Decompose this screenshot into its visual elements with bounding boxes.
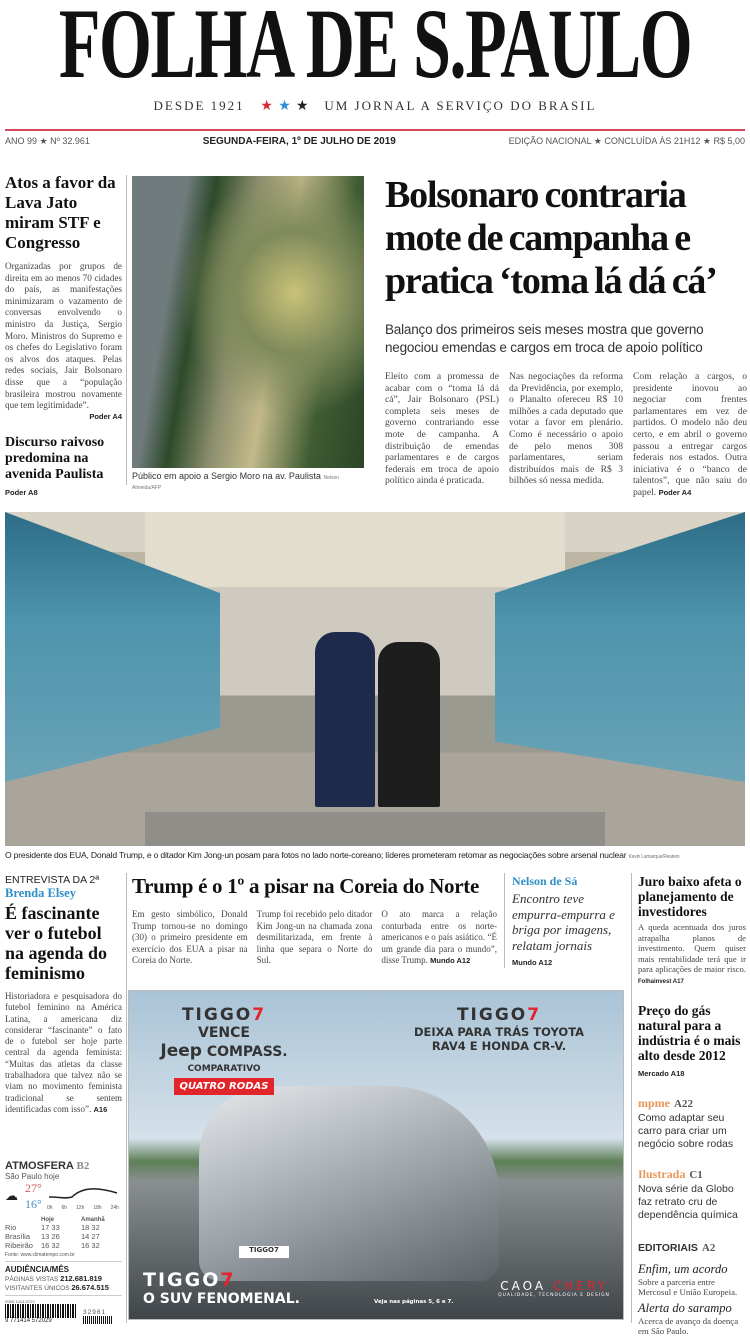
ad-text: COMPASS. [206, 1044, 288, 1060]
label: ATMOSFERA [5, 1160, 74, 1172]
edition-code: 32961 [83, 1309, 107, 1316]
column: Em gesto simbólico, Donald Trump tornou-se no domingo (30) o primeiro presidente em exercício dos EUA a pisar na Coreia do Norte. [132, 909, 248, 965]
temp-chart [5, 1181, 122, 1215]
editoriais [638, 1238, 746, 1336]
issn: ISSN 1414-5723 [5, 1299, 35, 1304]
divider [504, 873, 505, 968]
author: Nelson de Sá [512, 874, 578, 888]
column [381, 909, 497, 967]
temp-curve [47, 1183, 119, 1203]
edition: EDIÇÃO NACIONAL ★ CONCLUÍDA ÀS 21H12 ★ R$ 5,00 [508, 136, 745, 146]
date: SEGUNDA-FEIRA, 1º DE JULHO DE 2019 [202, 136, 396, 147]
left-story[interactable] [5, 173, 122, 497]
headline-2[interactable]: Discurso raivoso predomina na avenida Paulista [5, 434, 105, 482]
value: 212.681.819 [60, 1274, 102, 1283]
ad-pages: Veja nas páginas 5, 6 e 7. [374, 1299, 454, 1305]
editorial-text: Acerca de avanço da doença em São Paulo. [638, 1316, 739, 1336]
barcode-bars [83, 1316, 113, 1324]
column [633, 371, 747, 499]
value: 26.674.515 [71, 1283, 109, 1292]
editorial-title[interactable]: Alerta do sarampo [638, 1301, 732, 1315]
tick: 12h [76, 1205, 85, 1211]
ilustrada-teaser[interactable] [638, 1165, 746, 1222]
city: Ribeirão [5, 1241, 33, 1250]
gas-section: Mercado A18 [638, 1069, 685, 1078]
section: Poder A4 [89, 411, 122, 421]
protest-photo [132, 176, 364, 468]
trump-kim-photo [5, 512, 745, 846]
issue-number: ANO 99 ★ Nº 32.961 [5, 136, 90, 146]
divider [5, 129, 745, 131]
cloud-icon: ☁ [5, 1188, 18, 1203]
editorial-title[interactable]: Enfim, um acordo [638, 1262, 728, 1276]
page: B2 [76, 1160, 90, 1172]
barcode [5, 1304, 122, 1324]
barcode-number: 9 771414 572029 [5, 1318, 52, 1324]
temps: 18 32 [81, 1223, 100, 1232]
source: Fonte: www.climatempo.com.br [5, 1252, 122, 1262]
interview[interactable] [5, 874, 122, 1115]
temps: 17 33 [41, 1223, 60, 1232]
masthead-title: FOLHA DE S.PAULO [58, 0, 692, 99]
interviewee: Brenda Elsey [5, 886, 76, 900]
temps: 14 27 [81, 1232, 100, 1241]
brand: TIGGO [456, 1005, 528, 1025]
right-column [638, 874, 746, 1336]
model: 7 [527, 1005, 542, 1025]
sub: São Paulo hoje [5, 1172, 60, 1181]
main-story [385, 174, 747, 499]
page: C1 [689, 1169, 703, 1181]
edition-info [5, 136, 745, 147]
tick: 6h [61, 1205, 68, 1211]
star-icon: ★ [296, 99, 309, 114]
min-temp: 16° [25, 1197, 42, 1211]
header: Amanhã [81, 1217, 105, 1223]
magazine-logo: QUATRO RODAS [174, 1078, 275, 1095]
tick: 18h [93, 1205, 102, 1211]
advertisement[interactable] [128, 990, 624, 1320]
column: Eleito com a promessa de acabar com o “toma lá dá cá”, Jair Bolsonaro (PSL) completa seis meses de governo contrariando esse mote de campanha. A distribuição de emendas parlamentares e de cargos federais em troca de apoio político ainda é praticada. [385, 371, 499, 487]
trump-story [132, 874, 497, 967]
city: Rio [5, 1223, 17, 1232]
header: Hoje [41, 1217, 55, 1223]
mpme-teaser[interactable] [638, 1094, 746, 1151]
section: Mundo A12 [512, 958, 553, 967]
divider [126, 873, 127, 1323]
label: Ilustrada [638, 1167, 686, 1181]
label: VISITANTES ÚNICOS [5, 1285, 70, 1292]
column: Nas negociações da reforma da Previdência, por exemplo, o Planalto ofereceu R$ 10 milhões a cada deputado que votar a favor em plenário. Como é necessário o apoio de pelo menos 308 parlamentares, seriam distribuídos mais de R$ 3 bilhões só nessa medida. [509, 371, 623, 487]
maker: CAOA [500, 1279, 547, 1293]
weather [5, 1154, 122, 1324]
label: EDITORIAIS [638, 1242, 698, 1254]
brand: TIGGO [181, 1005, 253, 1025]
person [315, 632, 375, 807]
temps: 16 32 [41, 1241, 60, 1250]
credit: Kevin Lamarque/Reuters [628, 854, 680, 860]
column: Trump foi recebido pelo ditador Kim Jong-un na chamada zona desmilitarizada, em frente à linha que separa o Norte do Sul. [256, 909, 373, 965]
headline[interactable]: Atos a favor da Lava Jato miram STF e Congresso [5, 173, 116, 252]
label: PÁGINAS VISTAS [5, 1276, 59, 1283]
juro-body [638, 922, 746, 987]
slogan: O SUV FENOMENAL. [143, 1291, 300, 1307]
tagline: QUALIDADE, TECNOLOGIA E DESIGN [498, 1293, 610, 1298]
plate: TIGGO7 [239, 1246, 289, 1258]
body [5, 991, 122, 1115]
model: 7 [252, 1005, 267, 1025]
left-lower-column [5, 874, 122, 1324]
person [378, 642, 440, 807]
building [145, 512, 565, 587]
body: Organizadas por grupos de direita em ao menos 70 cidades do país, as manifestações minimizaram o vazamento de conversas envolvendo o ministro da Justiça, Sergio Moro. Ministros do Supremo e os chefes do Legislativo foram os alvos dos ataques. Pelas redes sociais, Jair Bolsonaro disse que a “população brasileira mostrou novamente que tem legitimidade”. [5, 261, 122, 411]
section: Mundo A12 [430, 956, 471, 965]
jeep: Jeep [160, 1041, 202, 1061]
brand: TIGGO [143, 1269, 221, 1291]
label: mpme [638, 1096, 670, 1110]
page: A2 [701, 1242, 716, 1254]
ad-right [389, 1005, 609, 1053]
page: A22 [674, 1098, 693, 1110]
car-image [199, 1086, 499, 1281]
motto: UM JORNAL A SERVIÇO DO BRASIL [324, 98, 597, 113]
kicker: ENTREVISTA DA 2ª [5, 874, 100, 886]
city: Brasília [5, 1232, 31, 1241]
editorial-text: Sobre a parceria entre Mercosul e União Europeia. [638, 1277, 738, 1297]
tick: 24h [110, 1205, 119, 1211]
trump-headline[interactable]: Trump é o 1º a pisar na Coreia do Norte [132, 874, 479, 898]
text: Historiadora e pesquisadora do futebol feminino na América Latina, a americana diz considerar “fascinante” o fato de o futebol ser hoje parte central da agenda feminista: “Muitas das atletas da classe trabalhadora que talvez não se viam no movimento feminista tradicional se sentem identificadas com isso”. [5, 991, 122, 1114]
max-temp: 27° [25, 1181, 42, 1195]
photo2-caption [5, 850, 750, 860]
text: O ato marca a relação conturbada entre os norte-americanos e o país asiático. “É um grande dia para o mundo”, disse Trump. [381, 909, 498, 965]
text: Com relação a cargos, o presidente inovou ao negociar com frentes parlamentares em vez de partidos. O modelo não deu certo, e em abril o governo passou a entregar cargos federais nos estados. Outra iniciativa é o “banco de talentos”, que não saiu do papel. [633, 371, 747, 498]
section: Poder A4 [658, 487, 692, 497]
star-icon: ★ [278, 99, 291, 114]
divider [631, 873, 632, 1323]
ad-text: DEIXA PARA TRÁS TOYOTA [413, 1025, 585, 1039]
text: Como adaptar seu carro para criar um negócio sobre rodas [638, 1112, 734, 1150]
temps: 13 26 [41, 1232, 60, 1241]
headline[interactable]: Encontro teve empurra-empurra e briga por imagens, relatam jornais [512, 891, 615, 953]
credit: Nelson Almeida/AFP [132, 475, 340, 491]
main-headline[interactable]: Bolsonaro contraria mote de campanha e pratica ‘toma lá dá cá’ [385, 174, 717, 302]
text: Nova série da Globo faz retrato cru de dependência química [638, 1183, 738, 1221]
main-body [385, 371, 747, 499]
hours [47, 1205, 119, 1211]
tick: 0h [47, 1205, 53, 1211]
caption: O presidente dos EUA, Donald Trump, e o ditador Kim Jong-un posam para fotos no lado norte-coreano; líderes prometeram retomar as negociações sobre arsenal nuclear [5, 850, 627, 860]
ad-text: VENCE [198, 1025, 250, 1041]
headline[interactable]: É fascinante ver o futebol na agenda do feminismo [5, 903, 108, 983]
temps: 16 32 [81, 1241, 100, 1250]
star-icon: ★ [260, 99, 273, 114]
main-deck: Balanço dos primeiros seis meses mostra que governo negociou emendas e cargos em troca de apoio político [385, 322, 704, 355]
barcode-bars [5, 1304, 77, 1318]
section-2: Poder A8 [5, 487, 38, 497]
ground [145, 812, 605, 846]
ad-text: RAV4 E HONDA CR-V. [431, 1039, 567, 1053]
city-table [5, 1217, 105, 1250]
gas-headline[interactable]: Preço do gás natural para a indústria é o mais alto desde 2012 [638, 1003, 741, 1063]
section: A16 [93, 1104, 108, 1114]
section: Folhainvest A17 [638, 978, 684, 985]
caption: Público em apoio a Sergio Moro na av. Paulista [132, 471, 321, 481]
ad-left [149, 1005, 299, 1095]
text: A queda acentuada dos juros atrapalha planos de investimento. Quem quiser mais rentabilidade terá que ir para aplicações de maior risco. [638, 922, 746, 974]
model: 7 [220, 1269, 236, 1291]
masthead-tagline [0, 98, 750, 115]
ad-bottom [143, 1269, 300, 1307]
since: DESDE 1921 [153, 98, 245, 113]
juro-headline[interactable]: Juro baixo afeta o planejamento de investidores [638, 874, 742, 919]
maker: CHERY [552, 1279, 608, 1293]
stars [260, 98, 308, 113]
audience-title: AUDIÊNCIA/MÊS [5, 1265, 70, 1274]
column-nelson[interactable] [512, 874, 627, 967]
ad-text: COMPARATIVO [187, 1064, 261, 1074]
chery-logo [494, 1279, 614, 1298]
photo1-caption [132, 471, 366, 491]
divider [126, 175, 127, 485]
trump-body [132, 909, 497, 967]
masthead [0, 0, 750, 99]
